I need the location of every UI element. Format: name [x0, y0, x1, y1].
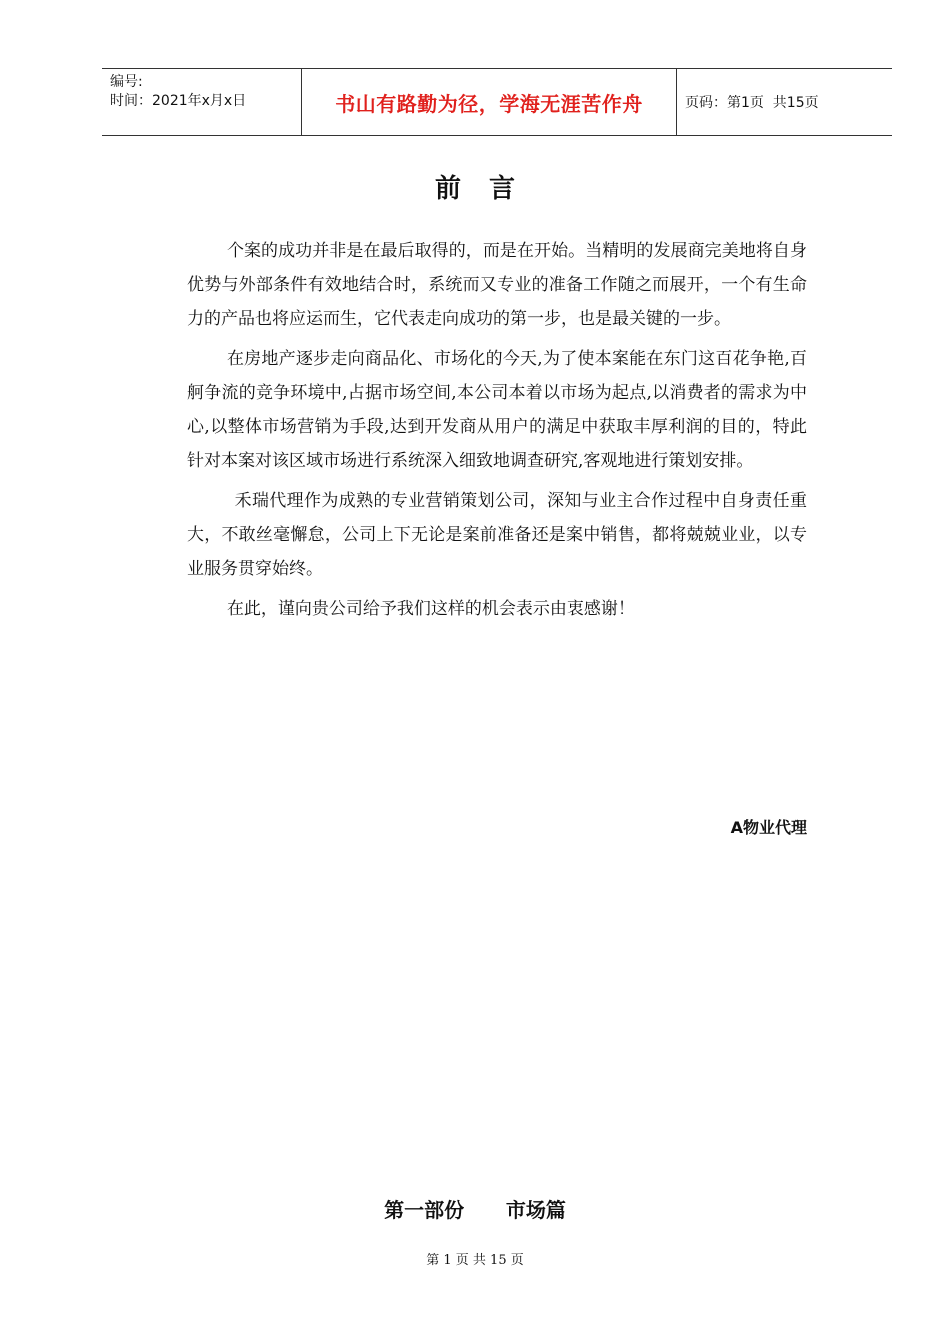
page-title: 前言	[434, 174, 543, 204]
section-heading: 第一部份 市场篇	[384, 1198, 566, 1222]
body-paragraph: 在房地产逐步走向商品化、市场化的今天,为了使本案能在东门这百花争艳,百舸争流的竞争环境中,占据市场空间,本公司本着以市场为起点,以消费者的需求为中心,以整体市场营销为手段,达到开发商从用户的满足中获取丰厚利润的目的，特此针对本案对该区域市场进行系统深入细致地调查研究,客观地进行策划安排。	[187, 349, 807, 471]
document-header	[102, 68, 892, 136]
body-paragraph: 在此，谨向贵公司给予我们这样的机会表示由衷感谢！	[226, 599, 635, 619]
body-paragraph: 禾瑞代理作为成熟的专业营销策划公司，深知与业主合作过程中自身责任重大，不敢丝毫懈怠，公司上下无论是案前准备还是案中销售，都将兢兢业业，以专业服务贯穿始终。	[187, 491, 807, 579]
header-number-label: 编号:	[110, 74, 143, 90]
header-motto: 书山有路勤为径，学海无涯苦作舟	[302, 69, 677, 135]
header-meta	[102, 69, 302, 135]
document-body	[187, 234, 807, 632]
body-paragraph: 个案的成功并非是在最后取得的，而是在开始。当精明的发展商完美地将自身优势与外部条件有效地结合时，系统而又专业的准备工作随之而展开，一个有生命力的产品也将应运而生，它代表走向成功的第一步，也是最关键的一步。	[187, 241, 807, 329]
header-page-code: 页码：第1页 共15页	[685, 95, 819, 111]
signature: A物业代理	[730, 818, 807, 837]
header-time-label: 时间：2021年x月x日	[110, 93, 247, 109]
page-footer: 第 1 页 共 15 页	[426, 1253, 524, 1268]
